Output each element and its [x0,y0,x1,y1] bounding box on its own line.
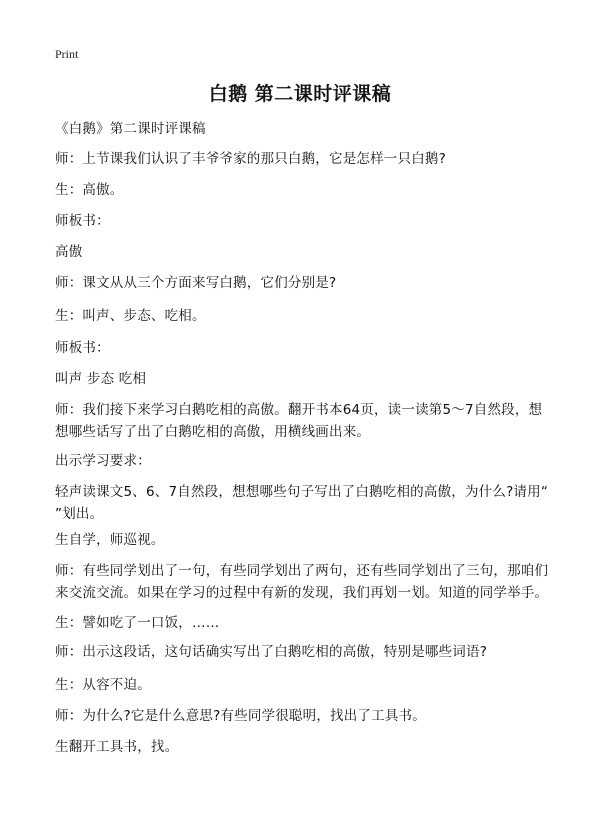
paragraph: 师：为什么?它是什么意思?有些同学很聪明，找出了工具书。 [55,708,426,724]
paragraph: 出示学习要求： [55,453,151,469]
paragraph: 生翻开工具书，找。 [55,739,179,755]
paragraph: 师：出示这段话，这句话确实写出了白鹅吃相的高傲，特别是哪些词语? [55,644,488,660]
paragraph: 师：课文从从三个方面来写白鹅，它们分别是? [55,275,337,291]
paragraph: 生：从容不迫。 [55,677,151,693]
paragraph: 师板书： [55,340,110,356]
paragraph: 生：叫声、步态、吃相。 [55,308,206,324]
paragraph: 轻声读课文5、6、7自然段，想想哪些句子写出了白鹅吃相的高傲，为什么?请用“ ”划出。 [55,484,549,522]
paragraph: 高傲 [55,244,83,260]
paragraph: 师：有些同学划出了一句，有些同学划出了两句，还有些同学划出了三句，那咱们来交流交流。如果在学习的过程中有新的发现，我们再划一划。知道的同学举手。 [55,563,549,601]
document-title: 白鹅 第二课时评课稿 [208,83,392,105]
paragraph: 生：高傲。 [55,182,124,198]
paragraph: 师：我们接下来学习白鹅吃相的高傲。翻开书本64页，读一读第5～7自然段，想想哪些话写了出了白鹅吃相的高傲，用横线画出来。 [55,402,543,440]
paragraph: 师板书： [55,213,110,229]
paragraph: 叫声 步态 吃相 [55,371,147,387]
print-label: Print [55,47,79,61]
paragraph: 生自学，师巡视。 [55,532,165,548]
paragraph: 《白鹅》第二课时评课稿 [55,121,206,137]
paragraph: 生：譬如吃了一口饭，…… [55,615,220,631]
paragraph: 师：上节课我们认识了丰爷爷家的那只白鹅，它是怎样一只白鹅? [55,151,446,167]
